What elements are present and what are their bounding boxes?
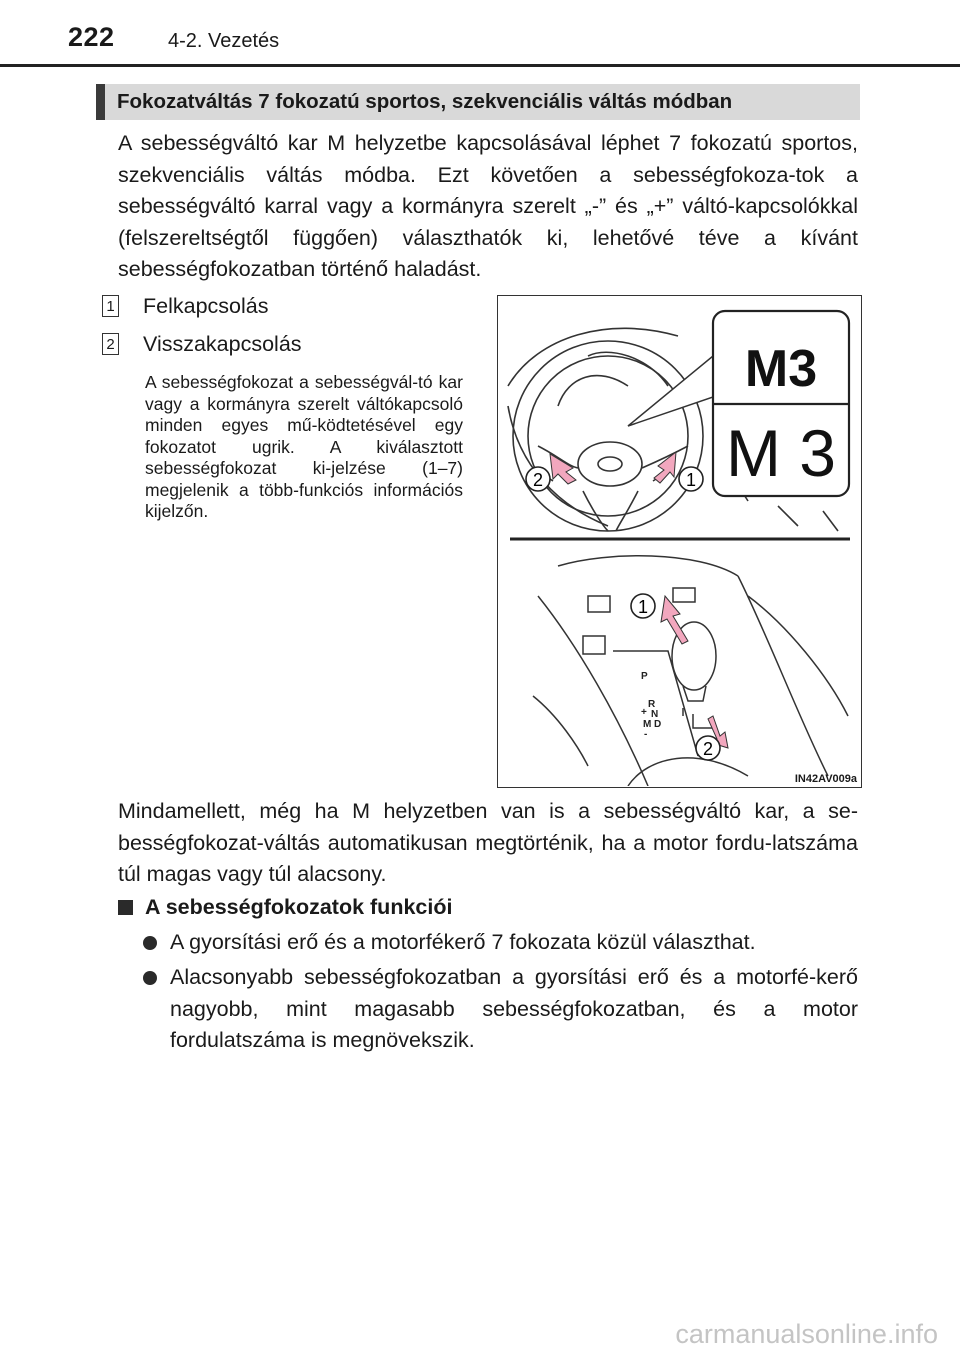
svg-text:+: +: [641, 707, 647, 718]
after-paragraph: Mindamellett, még ha M helyzetben van is a sebességváltó kar, a se-bességfokozat-váltás automatikusan megtörténik, ha a motor fordu-latszáma túl magas vagy túl alacsony.: [118, 799, 858, 886]
round-bullet-icon: [143, 936, 157, 950]
lever-callout-2: [696, 736, 720, 760]
bullet-item: [143, 927, 858, 959]
shift-console-scene: [533, 556, 848, 786]
bullet-text: A gyorsítási erő és a motorfékerő 7 fokozata közül választhat.: [170, 930, 756, 954]
svg-text:M: M: [643, 719, 652, 730]
svg-text:P: P: [641, 671, 648, 682]
watermark: carmanualsonline.info: [675, 1319, 938, 1349]
lever-callout-1: [631, 594, 655, 618]
figure-code: IN42AV009a: [794, 773, 857, 785]
shift-gate-labels: [641, 671, 661, 740]
step-label-1: Felkapcsolás: [143, 294, 269, 318]
section-banner: Fokozatváltás 7 fokozatú sportos, szekvenciális váltás módban: [96, 84, 860, 120]
illustration-drawing: [498, 296, 860, 786]
step-number-1: 1: [102, 295, 119, 317]
bullet-item: [143, 962, 858, 1057]
note-paragraph: A sebességfokozat a sebességvál-tó kar vagy a kormányra szerelt váltókapcsoló minden egyes mű-ködtetésével egy fokozatot ugrik. A kiválasztott sebességfokozat ki-jelzése (1–7) megjelenik a több-funkciós információs kijelzőn.: [145, 372, 463, 521]
svg-text:-: -: [644, 729, 648, 740]
step-number-2: 2: [102, 333, 119, 355]
paddle-callout-1: [679, 467, 703, 491]
round-bullet-icon: [143, 971, 157, 985]
display-small-gear: M3: [744, 340, 818, 398]
svg-text:1: 1: [685, 470, 697, 490]
svg-text:N: N: [651, 709, 659, 720]
step-downshift: [102, 329, 302, 359]
paddle-callout-2: [526, 467, 550, 491]
square-bullet-icon: [118, 900, 133, 915]
subsection-heading-text: A sebességfokozatok funkciói: [145, 895, 453, 919]
display-large-gear: M 3: [725, 416, 837, 490]
illustration: [497, 295, 862, 788]
svg-text:R: R: [648, 699, 656, 710]
bullet-text: Alacsonyabb sebességfokozatban a gyorsítási erő és a motorfé-kerő nagyobb, mint magasabb sebességfokozatban, és a motor fordulatszáma is megnövekszik.: [170, 965, 858, 1052]
svg-text:D: D: [654, 719, 662, 730]
step-label-2: Visszakapcsolás: [143, 332, 302, 356]
mid-display: [713, 311, 849, 496]
section-label: 4-2. Vezetés: [168, 30, 280, 52]
subsection-heading: [118, 895, 452, 920]
svg-text:2: 2: [702, 739, 714, 759]
page-number: 222: [68, 22, 115, 52]
step-upshift: [102, 291, 268, 321]
svg-text:2: 2: [532, 470, 544, 490]
svg-text:1: 1: [637, 597, 649, 617]
header-rule: [0, 64, 960, 67]
intro-paragraph: A sebességváltó kar M helyzetbe kapcsolásával léphet 7 fokozatú sportos, szekvenciális váltás módba. Ezt követően a sebességfokoza-tok a sebességváltó karral vagy a kormányra szerelt „-” és „+” váltó-kapcsolókkal (felszereltségtől függően) választhatók ki, lehetővé téve a kívánt sebességfokozatban történő haladást.: [118, 131, 858, 281]
